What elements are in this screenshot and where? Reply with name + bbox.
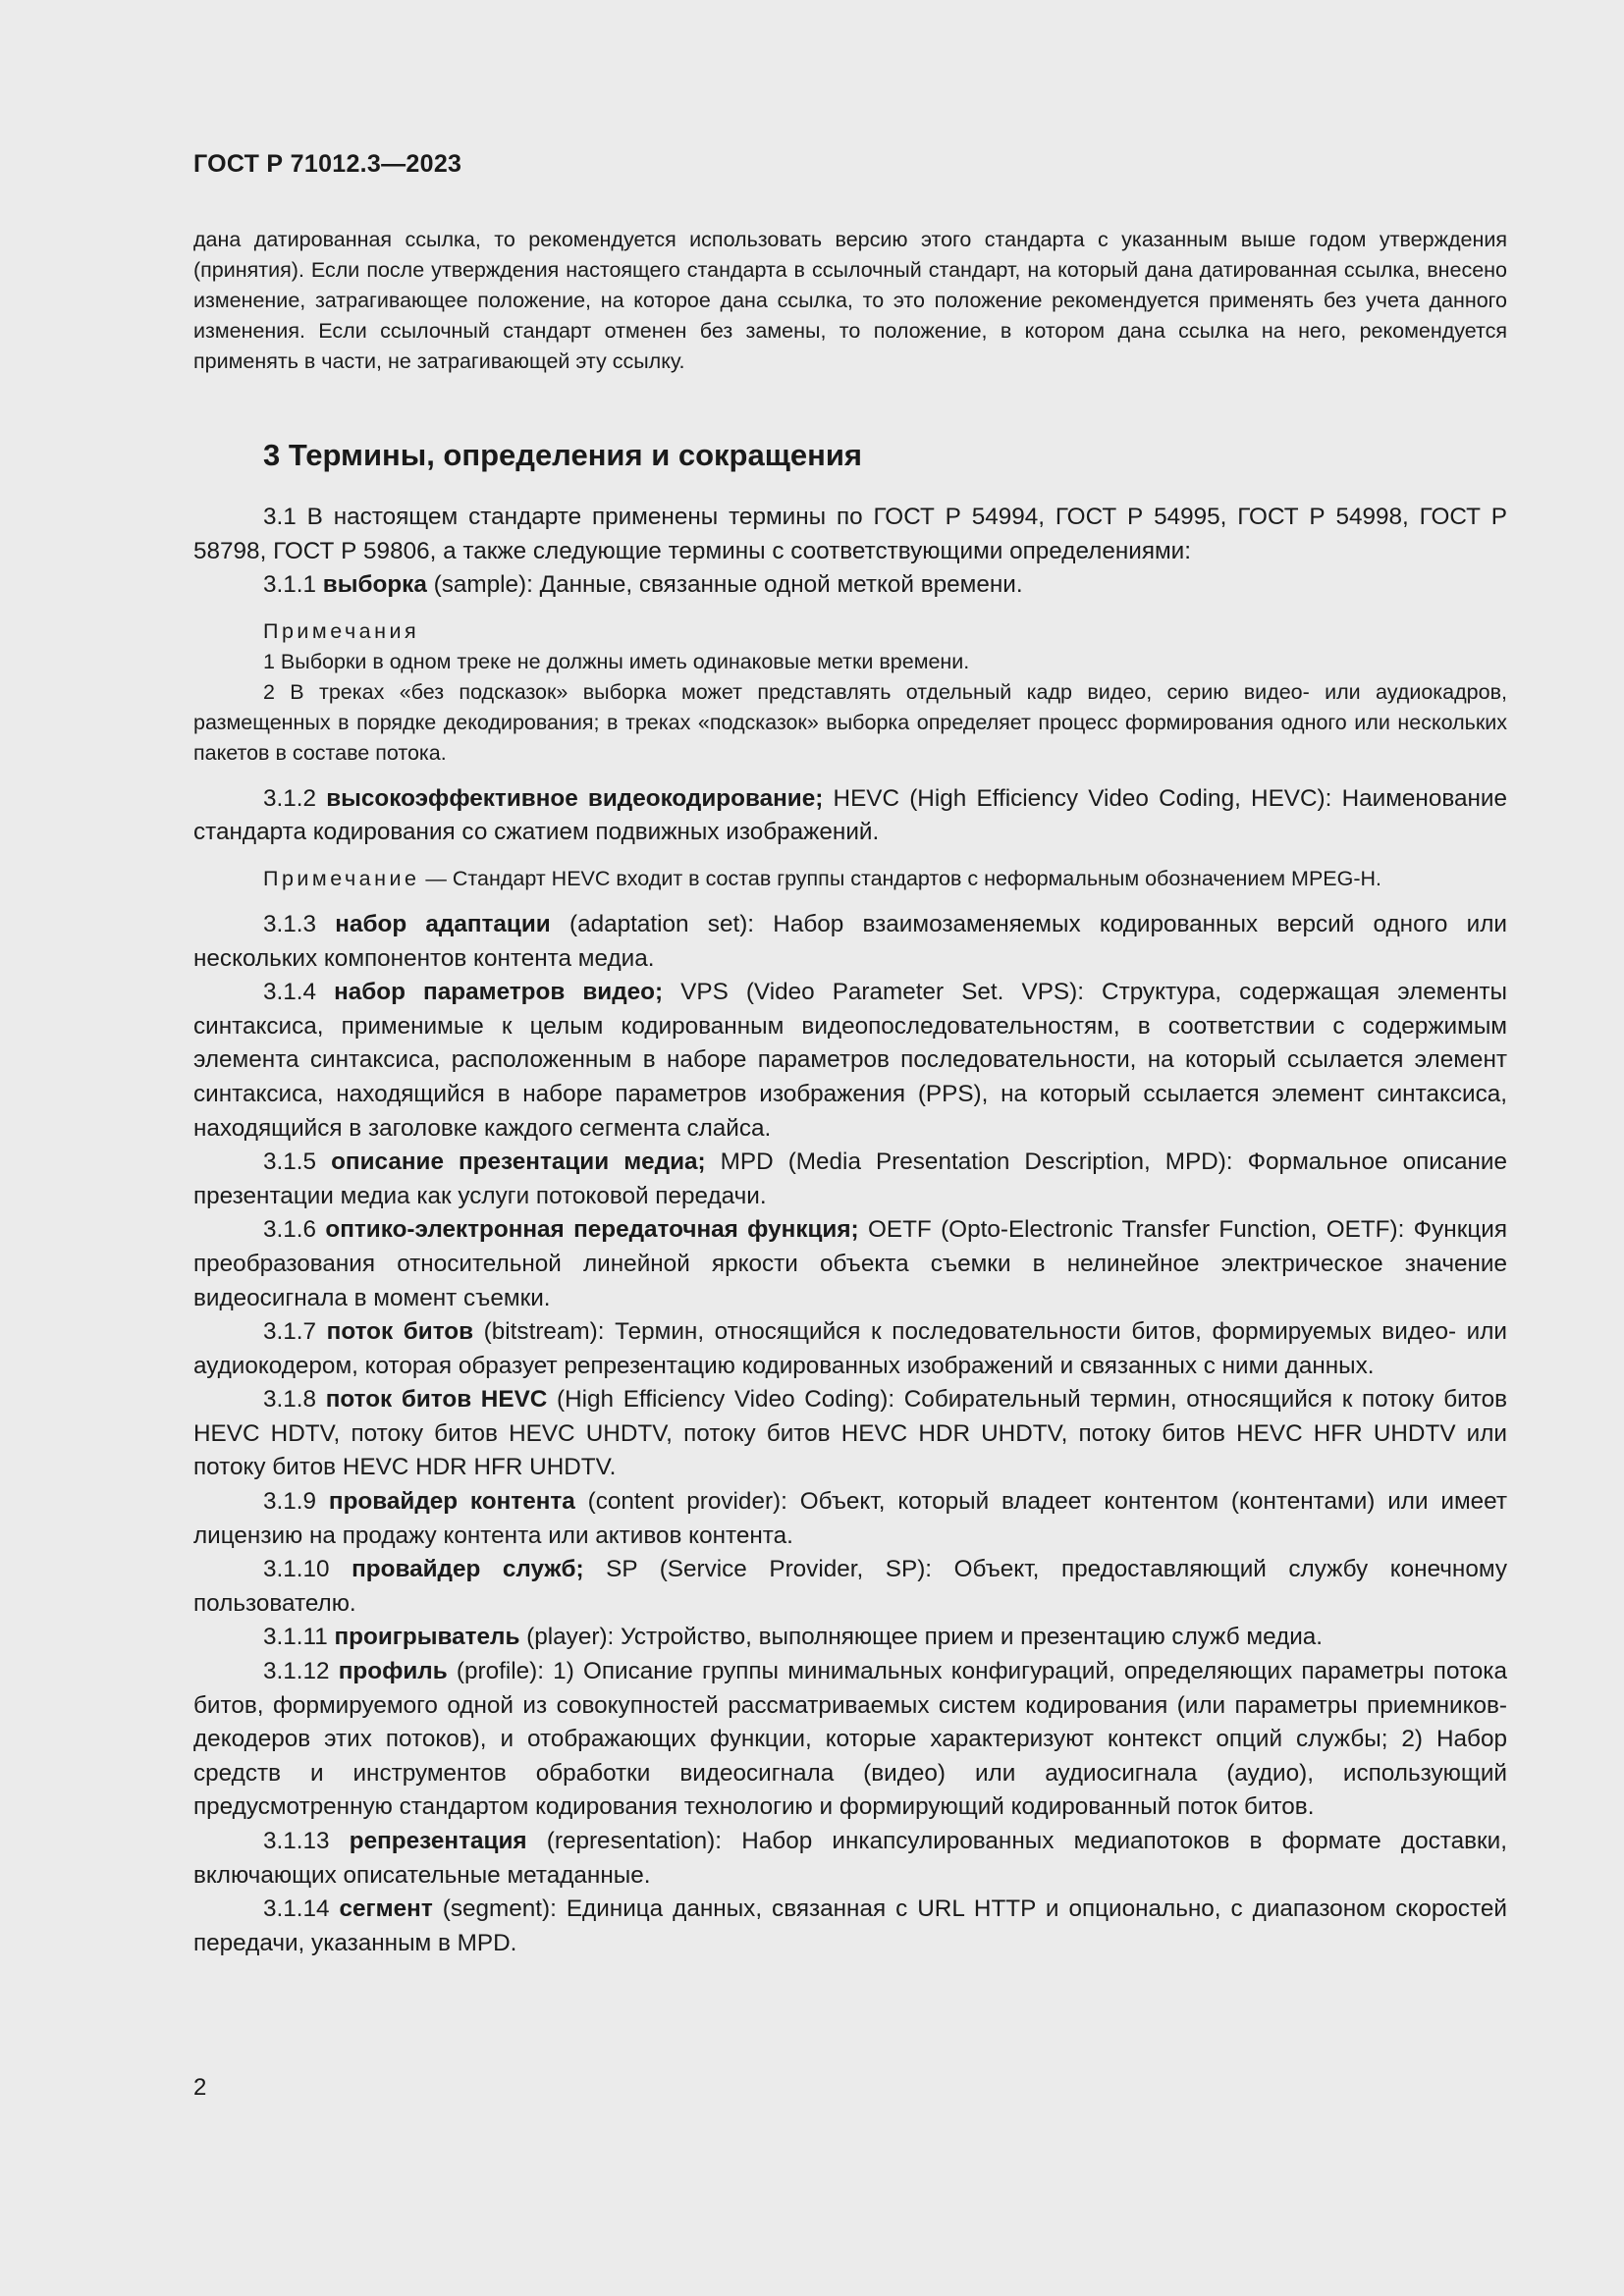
term-definition: (bitstream): Термин, относящийся к последовательности битов, формируемых видео- или аудиокодером, которая образует репрезентацию кодированных изображений и связанных с ними данных. bbox=[193, 1318, 1508, 1379]
term-number: 3.1.2 bbox=[263, 784, 327, 812]
term-3-1-7 bbox=[193, 1315, 1507, 1383]
term-name: сегмент bbox=[339, 1896, 433, 1923]
paragraph-3-1: 3.1 В настоящем стандарте применены термины по ГОСТ Р 54994, ГОСТ Р 54995, ГОСТ Р 54998, ГОСТ Р 58798, ГОСТ Р 59806, а также следующие термины с соответствующими определениями: bbox=[193, 504, 1507, 564]
intro-paragraph: дана датированная ссылка, то рекомендуется использовать версию этого стандарта с указанным выше годом утверждения (принятия). Если после утверждения настоящего стандарта в ссылочный стандарт, на который дана датированная ссылка, внесено изменение, затрагивающее положение, на которое дана ссылка, то это положение рекомендуется применять без учета данного изменения. Если ссылочный стандарт отменен без замены, то положение, в котором дана ссылка на него, рекомендуется применять в части, не затрагивающей эту ссылку. bbox=[193, 228, 1507, 373]
term-number: 3.1.10 bbox=[263, 1556, 352, 1583]
term-number: 3.1.4 bbox=[263, 979, 335, 1006]
note-2: 2 В треках «без подсказок» выборка может представлять отдельный кадр видео, серию видео- или аудиокадров, размещенных в порядке декодирования; в треках «подсказок» выборка определяет процесс формирования одного или нескольких пакетов в составе потока. bbox=[193, 679, 1507, 765]
term-definition: (segment): Единица данных, связанная с URL HTTP и опционально, с диапазоном скоростей передачи, указанным в MPD. bbox=[193, 1896, 1507, 1956]
term-3-1-9 bbox=[193, 1485, 1507, 1553]
note-heading: Примечание bbox=[263, 866, 420, 890]
term-3-1-10 bbox=[193, 1553, 1507, 1621]
note-1: 1 Выборки в одном треке не должны иметь одинаковые метки времени. bbox=[263, 649, 970, 673]
terms-body bbox=[193, 501, 1507, 1960]
term-number: 3.1.9 bbox=[263, 1488, 329, 1516]
section-title: 3 Термины, определения и сокращения bbox=[263, 438, 862, 472]
document-header: ГОСТ Р 71012.3—2023 bbox=[193, 150, 462, 178]
term-definition: (profile): 1) Описание группы минимальных конфигураций, определяющих параметры потока битов, формируемого одной из совокупностей рассматриваемых систем кодирования (или параметры приемников-декодеров этих потоков), и отображающих функции, которые характеризуют контекст опций службы; 2) Набор средств и инструментов обработки видеосигнала (видео) или аудиосигнала (аудио), использующий предусмотренную стандартом кодирования технологию и формирующий кодированный поток битов. bbox=[193, 1658, 1507, 1821]
term-number: 3.1.14 bbox=[263, 1896, 340, 1923]
term-name: поток битов HEVC bbox=[325, 1386, 548, 1414]
term-3-1-6 bbox=[193, 1213, 1507, 1315]
term-number: 3.1.5 bbox=[263, 1148, 332, 1176]
term-definition: VPS (Video Parameter Set. VPS): Структура, содержащая элементы синтаксиса, применимые к целым кодированным видеопоследовательностям, в соответствии с содержимым элемента синтаксиса, расположенным в наборе параметров последовательности, на который ссылается элемент синтаксиса, находящийся в наборе параметров изображения (PPS), на который ссылается элемент синтаксиса, находящийся в заголовке каждого сегмента слайса. bbox=[193, 979, 1507, 1142]
term-name: оптико-электронная передаточная функция; bbox=[325, 1216, 859, 1244]
term-3-1-11 bbox=[193, 1621, 1507, 1655]
page-number: 2 bbox=[193, 2074, 207, 2101]
term-definition: HEVC (High Efficiency Video Coding, HEVC): Наименование стандарта кодирования со сжатием подвижных изображений. bbox=[193, 784, 1507, 846]
term-definition: MPD (Media Presentation Description, MPD): Формальное описание презентации медиа как услуги потоковой передачи. bbox=[193, 1148, 1507, 1209]
term-definition: (player): Устройство, выполняющее прием и презентацию служб медиа. bbox=[519, 1624, 1324, 1651]
term-number: 3.1.3 bbox=[263, 910, 336, 937]
term-3-1-14 bbox=[193, 1893, 1507, 1960]
term-number: 3.1.7 bbox=[263, 1318, 327, 1346]
term-definition: (representation): Набор инкапсулированных медиапотоков в формате доставки, включающих описательные метаданные. bbox=[193, 1828, 1507, 1889]
term-definition: OETF (Opto-Electronic Transfer Function, OETF): Функция преобразования относительной линейной яркости объекта съемки в нелинейное электрическое значение видеосигнала в момент съемки. bbox=[193, 1216, 1507, 1311]
term-definition: (High Efficiency Video Coding): Собирательный термин, относящийся к потоку битов HEVC HDTV, потоку битов HEVC UHDTV, потоку битов HEVC HDR UHDTV, потоку битов HEVC HFR UHDTV или потоку битов HEVC HDR HFR UHDTV. bbox=[193, 1386, 1507, 1481]
term-number: 3.1.12 bbox=[263, 1658, 339, 1685]
term-name: провайдер служб; bbox=[352, 1556, 584, 1583]
note-text: — Стандарт HEVC входит в состав группы стандартов с неформальным обозначением MPEG-H. bbox=[419, 866, 1382, 890]
term-definition: (adaptation set): Набор взаимозаменяемых кодированных версий одного или нескольких компонентов контента медиа. bbox=[193, 910, 1507, 972]
term-definition: (sample): Данные, связанные одной меткой времени. bbox=[426, 571, 1023, 599]
term-number: 3.1.11 bbox=[263, 1624, 335, 1651]
term-3-1-1 bbox=[193, 568, 1507, 603]
note-hevc bbox=[193, 864, 1507, 894]
term-number: 3.1.13 bbox=[263, 1828, 350, 1854]
term-name: описание презентации медиа; bbox=[331, 1148, 706, 1176]
term-definition: SP (Service Provider, SP): Объект, предоставляющий службу конечному пользователю. bbox=[193, 1556, 1507, 1617]
term-name: поток битов bbox=[326, 1318, 474, 1346]
term-name: репрезентация bbox=[349, 1828, 527, 1854]
term-name: выборка bbox=[322, 571, 427, 599]
term-name: набор параметров видео; bbox=[334, 979, 664, 1006]
notes-heading: Примечания bbox=[263, 618, 420, 643]
term-number: 3.1.8 bbox=[263, 1386, 326, 1414]
term-number: 3.1.6 bbox=[263, 1216, 326, 1244]
term-3-1-2 bbox=[193, 782, 1507, 850]
notes-block-1 bbox=[193, 616, 1507, 769]
term-number: 3.1.1 bbox=[263, 571, 323, 599]
term-3-1-4 bbox=[193, 976, 1507, 1146]
term-3-1-12 bbox=[193, 1655, 1507, 1825]
term-3-1-8 bbox=[193, 1383, 1507, 1485]
term-name: провайдер контента bbox=[328, 1488, 575, 1516]
term-definition: (content provider): Объект, который владеет контентом (контентами) или имеет лицензию на продажу контента или активов контента. bbox=[193, 1488, 1508, 1549]
term-name: профиль bbox=[338, 1658, 448, 1685]
notes-block-2 bbox=[193, 864, 1507, 894]
term-name: высокоэффективное видеокодирование; bbox=[326, 784, 824, 812]
term-3-1-5 bbox=[193, 1146, 1507, 1213]
term-name: проигрыватель bbox=[334, 1624, 520, 1651]
term-name: набор адаптации bbox=[335, 910, 551, 937]
term-3-1-3 bbox=[193, 908, 1507, 976]
term-3-1-13 bbox=[193, 1825, 1507, 1893]
